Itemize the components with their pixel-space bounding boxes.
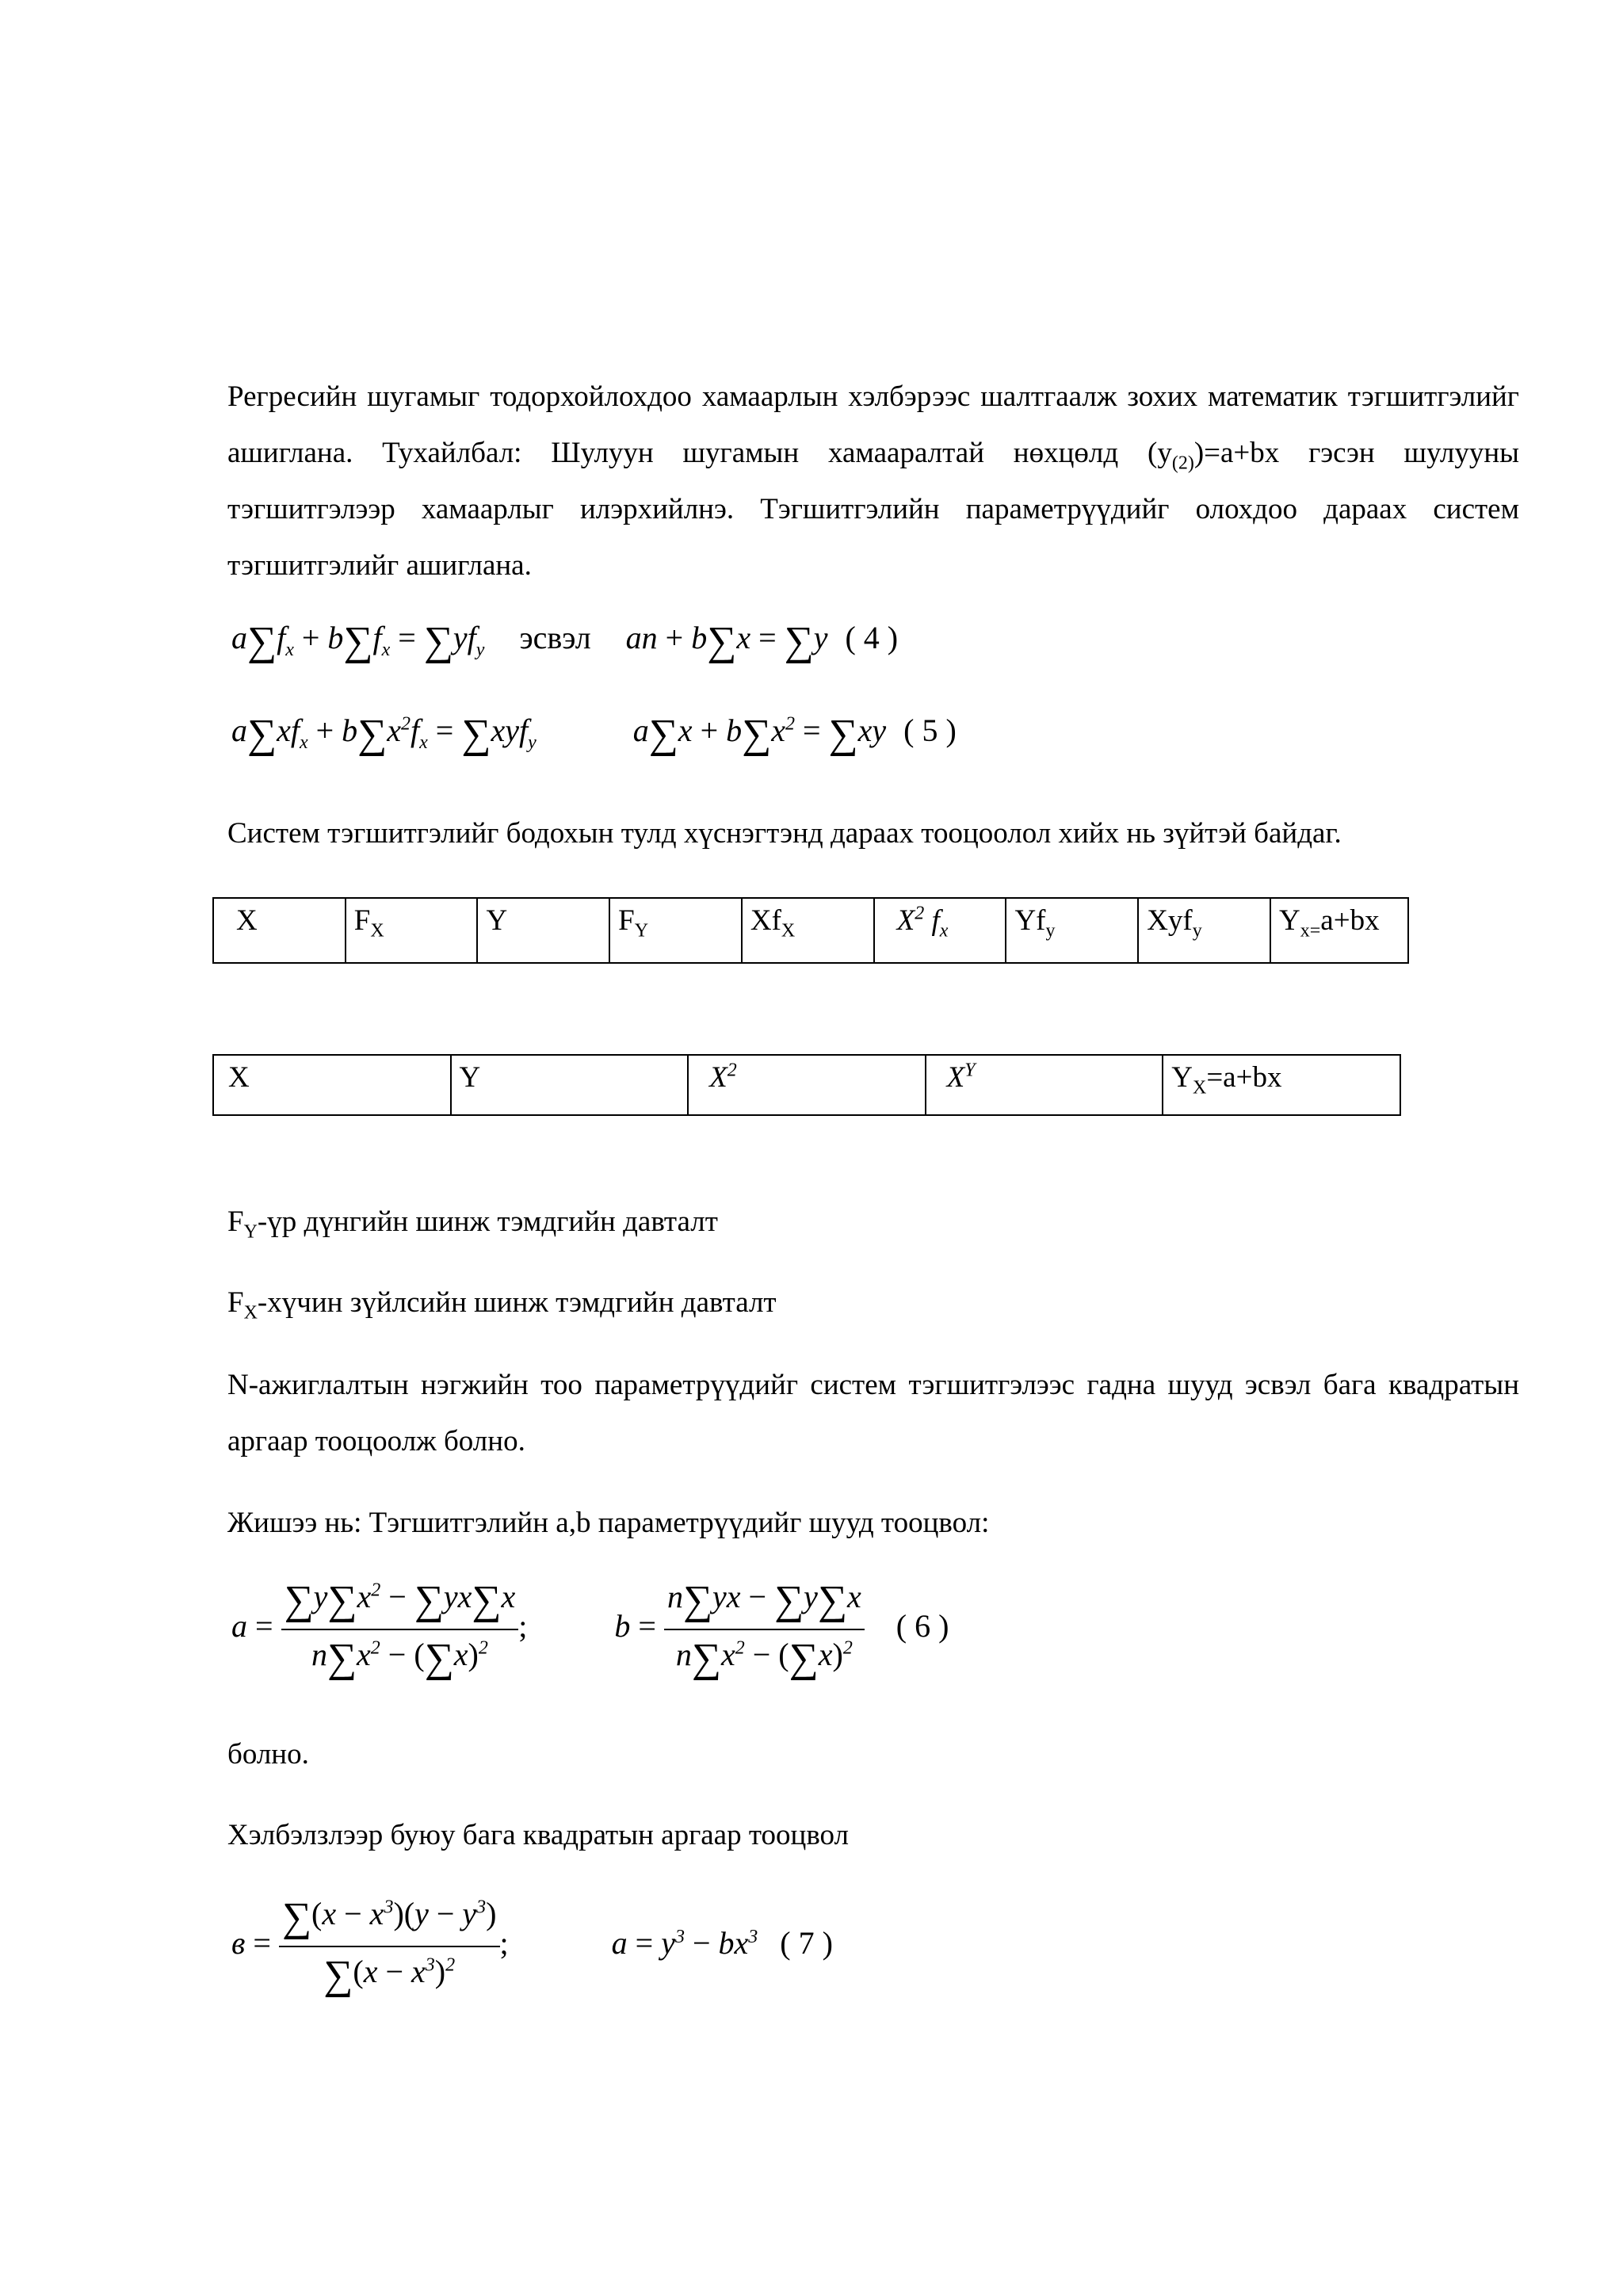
table-cell: X [213, 1055, 451, 1115]
equation-4-or-word: эсвэл [519, 620, 591, 655]
equation-7: в = $\frac{\sum(x - x^3)(y - y^3)}{\sum(x - x^3)^2}$ ; $a = y^3 - bx^3$ ( 7 ) [231, 1895, 833, 1998]
table-cell: $Y_{x=}a+bx$ [1270, 898, 1408, 963]
table-row [213, 1055, 1400, 1115]
equation-6-number: ( 6 ) [896, 1608, 949, 1645]
table-cell: $Xf_X$ [742, 898, 874, 963]
table-cell: $F_Y$ [609, 898, 742, 963]
table-cell: $Yf_y$ [1006, 898, 1138, 963]
table-intro-text: Систем тэгшитгэлийг бодохын тулд хүснэгтэнд дараах тооцоолол хийх нь зүйтэй байдаг. [227, 817, 1342, 850]
intro-text-end: )=a+bx гэсэн шулууны тэгшитгэлээр хамаарлыг илэрхийлнэ. Тэгшитгэлийн параметрүүдийг олохдоо дараах систем тэгшитгэлийг ашиглана. [227, 437, 1520, 582]
equation-6: a = $\frac{\sum y\sum x^2 - \sum yx\sum x}{n\sum x^2 - (\sum x)^2}$ ; b = $\frac{n\sum yx - \sum y\sum x}{n\sum x^2 - (\sum x)^2}$ ( 6 ) [231, 1578, 949, 1681]
n-paragraph: N-ажиглалтын нэгжийн тоо параметрүүдийг систем тэгшитгэлээс гадна шууд эсвэл бага квадратын аргаар тооцоолж болно. [227, 1369, 1519, 1457]
equation-7-number: ( 7 ) [780, 1925, 833, 1962]
table-cell: Y [477, 898, 609, 963]
fraction-b: $\frac{n\sum yx - \sum y\sum x}{n\sum x^2 - (\sum x)^2}$ [664, 1577, 865, 1682]
equation-5-number: ( 5 ) [903, 712, 957, 748]
equation-4: $a\sum f_x + b\sum f_x = \sum yf_y$ эсвэл an + b∑x = ∑y ( 4 ) [231, 619, 899, 664]
fy-definition: $F_Y-үр$ дүнгийн шинж тэмдгийн давталт [227, 1205, 718, 1243]
example-text: Жишээ нь: Тэгшитгэлийн a,b параметрүүдийг шууд тооцвол: [227, 1507, 990, 1539]
table-cell: $X^2$ [688, 1055, 926, 1115]
fx-definition: $F_X$-хүчин зүйлсийн шинж тэмдгийн давталт [227, 1286, 777, 1324]
table-cell: $Y_X=a+bx$ [1163, 1055, 1400, 1115]
conclusion-text: болно. [227, 1738, 309, 1771]
calculation-table-1 [212, 897, 1409, 964]
fraction-v: $\frac{\sum(x - x^3)(y - y^3)}{\sum(x - x^3)^2}$ [279, 1894, 500, 1999]
least-squares-text: Хэлбэлзлээр буюу бага квадратын аргаар тооцвол [227, 1819, 850, 1851]
calculation-table-2 [212, 1054, 1401, 1116]
table-cell: $X^Y$ [926, 1055, 1163, 1115]
intro-paragraph [227, 369, 1519, 594]
table-cell: Xyf$_y$ [1138, 898, 1270, 963]
equation-4-number: ( 4 ) [845, 620, 899, 655]
table-cell: Y [451, 1055, 689, 1115]
table-cell: $F_X$ [346, 898, 478, 963]
equation-5: $a\sum xf_x + b\sum x^2f_x = \sum xyf_y$ $a\sum x + b\sum x^2 = \sum xy$ ( 5 ) [231, 712, 957, 757]
intro-subscript: (2) [1171, 453, 1194, 474]
table-cell: X [213, 898, 346, 963]
table-cell: $X^2$ $f_x$ [874, 898, 1006, 963]
table-row [213, 898, 1408, 963]
fraction-a: $\frac{\sum y\sum x^2 - \sum yx\sum x}{n\sum x^2 - (\sum x)^2}$ [281, 1577, 519, 1682]
intro-text: Регресийн шугамыг тодорхойлохдоо хамаарлын хэлбэрээс шалтгаалж зохих математик тэгшитгэлийг ашиглана. Тухайлбал: Шулуун шугамын хамааралтай нөхцөлд (у [227, 380, 1519, 469]
